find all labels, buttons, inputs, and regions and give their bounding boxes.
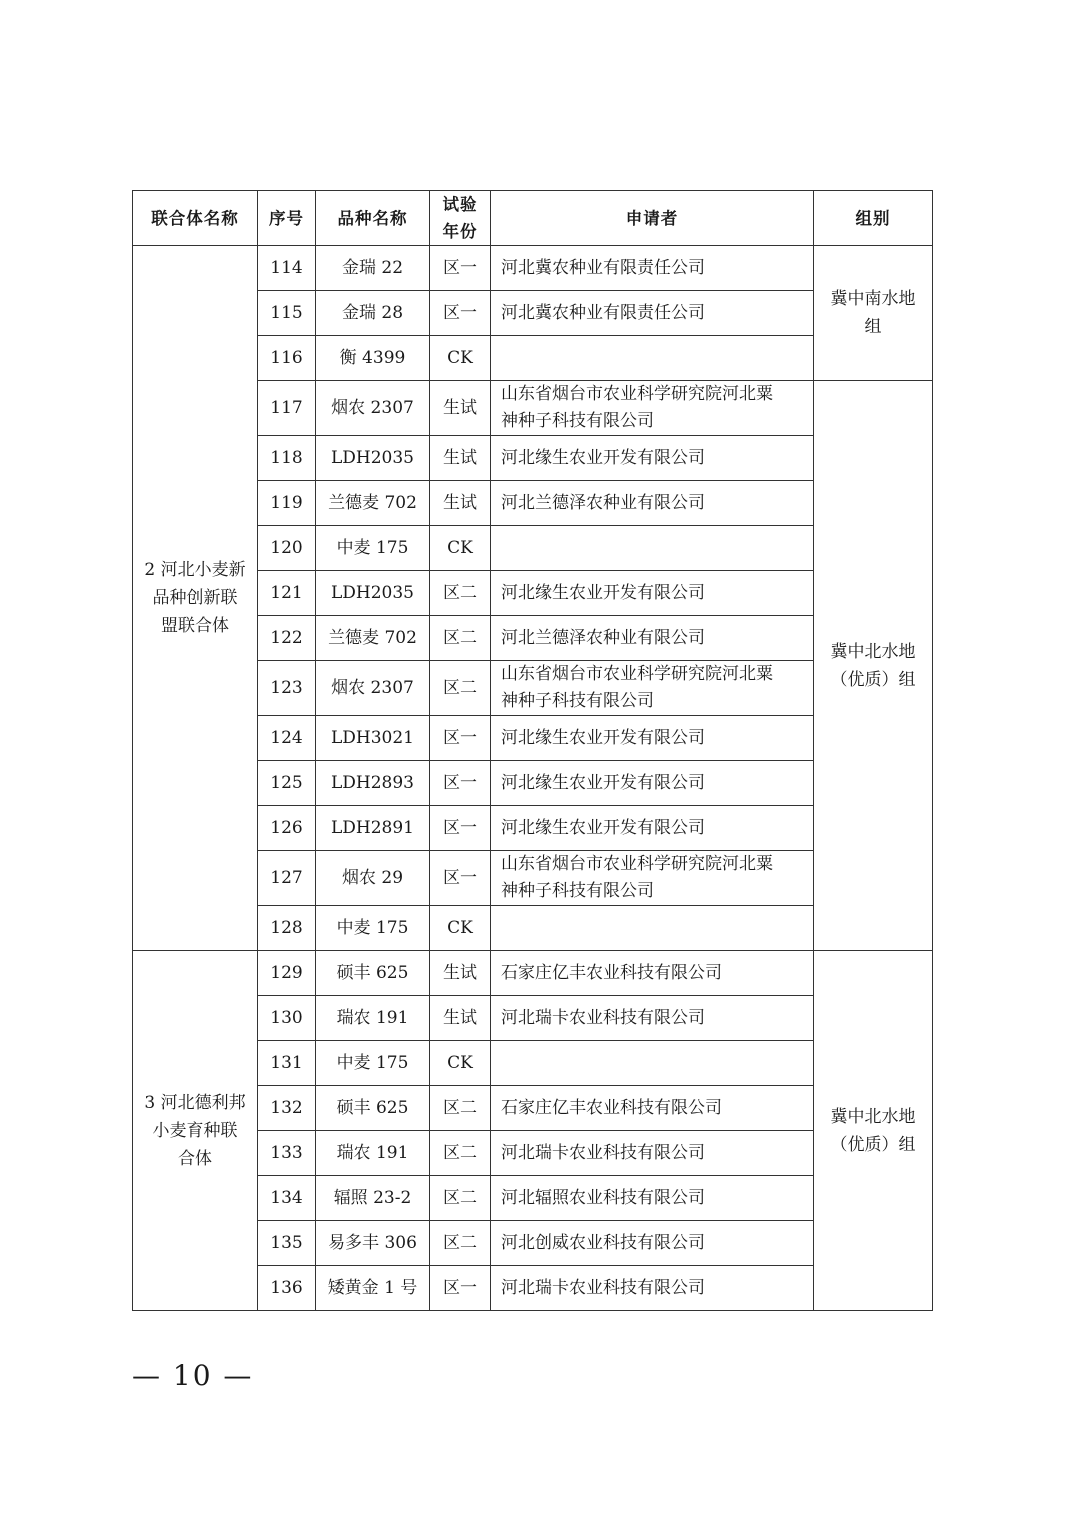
applicant-cell: 河北缘生农业开发有限公司: [491, 571, 814, 616]
table-row: [133, 951, 933, 996]
header-union-name: 联合体名称: [133, 191, 258, 246]
trial-year-cell: 区二: [430, 616, 491, 661]
table-header-row: [133, 191, 933, 246]
trial-year-cell: 区一: [430, 291, 491, 336]
trial-year-cell: 区二: [430, 571, 491, 616]
variety-cell: 金瑞 22: [316, 246, 430, 291]
group-name-line: 冀中北水地: [830, 641, 916, 662]
serial-no-cell: 118: [258, 436, 316, 481]
serial-no-cell: 135: [258, 1221, 316, 1266]
trial-year-cell: 生试: [430, 436, 491, 481]
serial-no-cell: 136: [258, 1266, 316, 1311]
serial-no-cell: 126: [258, 806, 316, 851]
applicant-cell: 河北缘生农业开发有限公司: [491, 806, 814, 851]
serial-no-cell: 122: [258, 616, 316, 661]
header-group: 组别: [814, 191, 933, 246]
serial-no-cell: 132: [258, 1086, 316, 1131]
variety-cell: 易多丰 306: [316, 1221, 430, 1266]
serial-no-cell: 116: [258, 336, 316, 381]
applicant-line: 神种子科技有限公司: [501, 411, 654, 431]
serial-no-cell: 125: [258, 761, 316, 806]
variety-table: [132, 190, 933, 1311]
union-name-line: 小麦育种联: [152, 1120, 238, 1141]
applicant-line: 山东省烟台市农业科学研究院河北粟: [501, 854, 773, 874]
applicant-line: 神种子科技有限公司: [501, 691, 654, 711]
serial-no-cell: 129: [258, 951, 316, 996]
applicant-cell: 河北冀农种业有限责任公司: [491, 291, 814, 336]
variety-cell: 瑞农 191: [316, 996, 430, 1041]
applicant-cell: 河北缘生农业开发有限公司: [491, 716, 814, 761]
union-name-line: 品种创新联: [152, 588, 238, 608]
trial-year-cell: 生试: [430, 996, 491, 1041]
serial-no-cell: 114: [258, 246, 316, 291]
serial-no-cell: 133: [258, 1131, 316, 1176]
applicant-cell: [491, 526, 814, 571]
applicant-cell: [491, 1041, 814, 1086]
variety-cell: 中麦 175: [316, 906, 430, 951]
applicant-cell: 河北创威农业科技有限公司: [491, 1221, 814, 1266]
group-name-line: 组: [864, 317, 882, 337]
variety-cell: 烟农 2307: [316, 381, 430, 436]
variety-cell: 烟农 29: [316, 851, 430, 906]
applicant-cell: 河北瑞卡农业科技有限公司: [491, 996, 814, 1041]
trial-year-cell: 生试: [430, 951, 491, 996]
applicant-cell: 河北冀农种业有限责任公司: [491, 246, 814, 291]
serial-no-cell: 134: [258, 1176, 316, 1221]
group-name-line: （优质）组: [830, 1134, 916, 1155]
serial-no-cell: 127: [258, 851, 316, 906]
applicant-cell: 河北缘生农业开发有限公司: [491, 436, 814, 481]
applicant-cell: 河北缘生农业开发有限公司: [491, 761, 814, 806]
variety-cell: LDH2893: [316, 761, 430, 806]
union-cell: [133, 951, 258, 1311]
trial-year-cell: 区一: [430, 1266, 491, 1311]
serial-no-cell: 130: [258, 996, 316, 1041]
trial-year-cell: 区一: [430, 761, 491, 806]
variety-cell: 硕丰 625: [316, 1086, 430, 1131]
variety-cell: 金瑞 28: [316, 291, 430, 336]
header-trial-year-line1: 试验: [442, 195, 478, 214]
applicant-cell: [491, 661, 814, 716]
trial-year-cell: 区一: [430, 246, 491, 291]
serial-no-cell: 120: [258, 526, 316, 571]
variety-cell: 兰德麦 702: [316, 481, 430, 526]
union-cell: [133, 246, 258, 951]
header-variety-name: 品种名称: [316, 191, 430, 246]
variety-cell: 烟农 2307: [316, 661, 430, 716]
group-name-line: （优质）组: [830, 669, 916, 690]
trial-year-cell: 区二: [430, 1176, 491, 1221]
header-trial-year: [430, 191, 491, 246]
trial-year-cell: 区一: [430, 716, 491, 761]
header-trial-year-line2: 年份: [442, 222, 478, 241]
applicant-cell: 河北瑞卡农业科技有限公司: [491, 1266, 814, 1311]
serial-no-cell: 117: [258, 381, 316, 436]
group-cell: [814, 246, 933, 381]
serial-no-cell: 131: [258, 1041, 316, 1086]
variety-cell: LDH2035: [316, 571, 430, 616]
union-name-line: 2 河北小麦新: [144, 560, 246, 580]
variety-cell: LDH2035: [316, 436, 430, 481]
group-name-line: 冀中南水地: [830, 289, 916, 309]
applicant-cell: 石家庄亿丰农业科技有限公司: [491, 951, 814, 996]
serial-no-cell: 121: [258, 571, 316, 616]
trial-year-cell: 生试: [430, 481, 491, 526]
trial-year-cell: CK: [430, 336, 491, 381]
applicant-line: 山东省烟台市农业科学研究院河北粟: [501, 664, 773, 684]
trial-year-cell: 区二: [430, 1221, 491, 1266]
trial-year-cell: CK: [430, 526, 491, 571]
applicant-line: 神种子科技有限公司: [501, 881, 654, 901]
union-name-line: 盟联合体: [161, 616, 229, 636]
applicant-cell: [491, 336, 814, 381]
serial-no-cell: 123: [258, 661, 316, 716]
trial-year-cell: 区一: [430, 851, 491, 906]
serial-no-cell: 119: [258, 481, 316, 526]
header-applicant: 申请者: [491, 191, 814, 246]
variety-cell: LDH2891: [316, 806, 430, 851]
variety-cell: 瑞农 191: [316, 1131, 430, 1176]
variety-cell: 衡 4399: [316, 336, 430, 381]
applicant-cell: [491, 851, 814, 906]
table-row: [133, 246, 933, 291]
variety-cell: 兰德麦 702: [316, 616, 430, 661]
trial-year-cell: CK: [430, 1041, 491, 1086]
page-number: — 10 —: [132, 1359, 254, 1392]
applicant-cell: 河北瑞卡农业科技有限公司: [491, 1131, 814, 1176]
variety-cell: 辐照 23-2: [316, 1176, 430, 1221]
variety-cell: 中麦 175: [316, 1041, 430, 1086]
union-name-line: 合体: [178, 1148, 212, 1169]
header-serial-no: 序号: [258, 191, 316, 246]
union-name-line: 3 河北德利邦: [144, 1092, 246, 1113]
applicant-cell: 河北辐照农业科技有限公司: [491, 1176, 814, 1221]
applicant-cell: 河北兰德泽农种业有限公司: [491, 616, 814, 661]
applicant-cell: 河北兰德泽农种业有限公司: [491, 481, 814, 526]
trial-year-cell: 生试: [430, 381, 491, 436]
trial-year-cell: CK: [430, 906, 491, 951]
applicant-cell: [491, 381, 814, 436]
trial-year-cell: 区二: [430, 1086, 491, 1131]
applicant-cell: [491, 906, 814, 951]
applicant-line: 山东省烟台市农业科学研究院河北粟: [501, 384, 773, 404]
variety-cell: 矮黄金 1 号: [316, 1266, 430, 1311]
applicant-cell: 石家庄亿丰农业科技有限公司: [491, 1086, 814, 1131]
group-cell: [814, 951, 933, 1311]
trial-year-cell: 区一: [430, 806, 491, 851]
variety-cell: 硕丰 625: [316, 951, 430, 996]
variety-cell: LDH3021: [316, 716, 430, 761]
trial-year-cell: 区二: [430, 661, 491, 716]
trial-year-cell: 区二: [430, 1131, 491, 1176]
group-cell: [814, 381, 933, 951]
group-name-line: 冀中北水地: [830, 1106, 916, 1127]
variety-cell: 中麦 175: [316, 526, 430, 571]
serial-no-cell: 124: [258, 716, 316, 761]
serial-no-cell: 115: [258, 291, 316, 336]
serial-no-cell: 128: [258, 906, 316, 951]
